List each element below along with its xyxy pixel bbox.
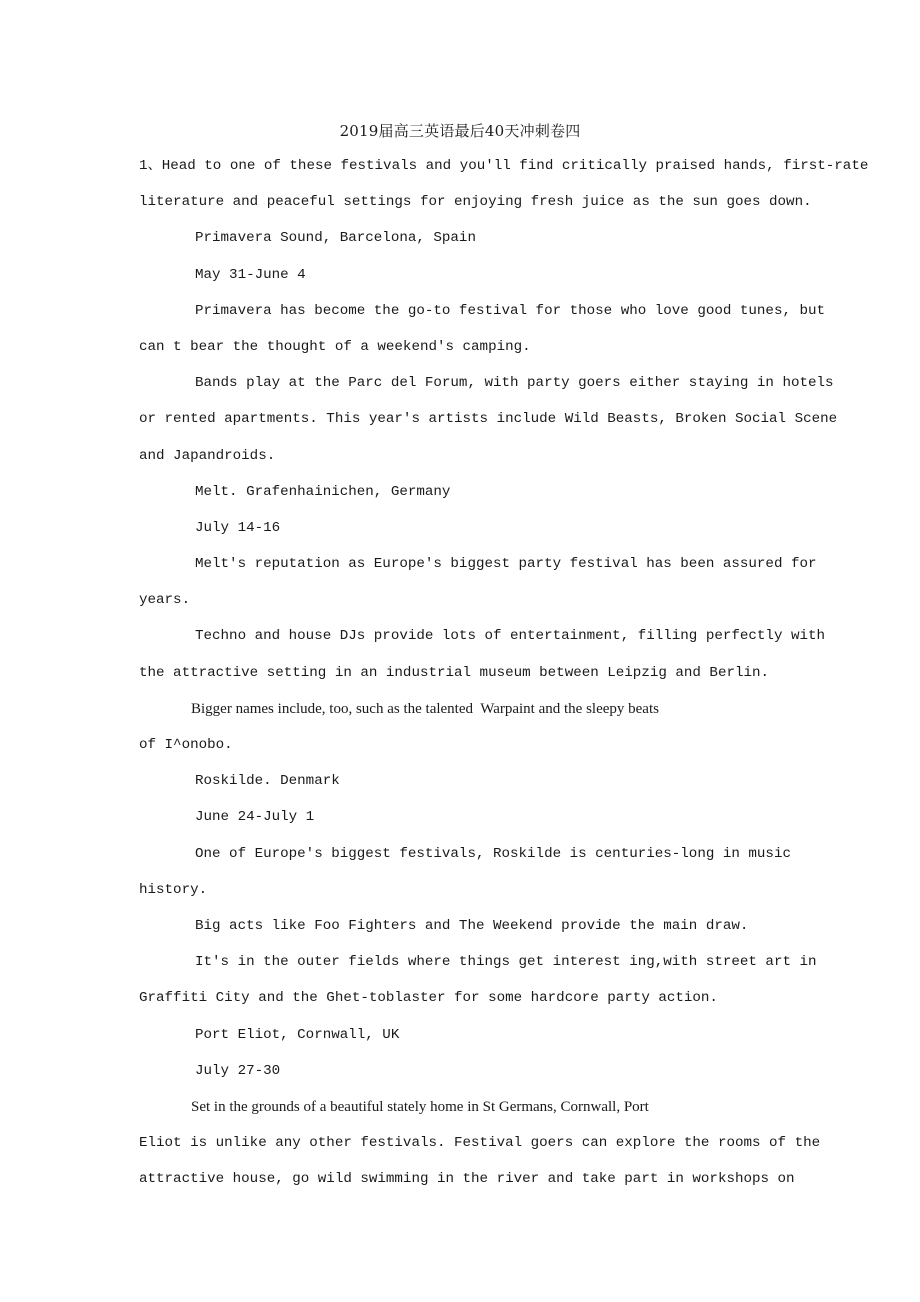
text-line: literature and peaceful settings for enjoying fresh juice as the sun goes down. bbox=[139, 194, 812, 211]
festival-dates: May 31-June 4 bbox=[195, 266, 306, 283]
festival-dates: June 24-July 1 bbox=[195, 809, 315, 826]
text-line: or rented apartments. This year's artists include Wild Beasts, Broken Social Scene bbox=[139, 411, 838, 428]
text-line: and Japandroids. bbox=[139, 447, 276, 464]
text-line: attractive house, go wild swimming in the river and take part in workshops on bbox=[139, 1171, 795, 1188]
festival-name: Port Eliot, Cornwall, UK bbox=[195, 1026, 400, 1043]
text-line: years. bbox=[139, 592, 191, 609]
text-line: of I^onobo. bbox=[139, 737, 233, 753]
document-body bbox=[139, 154, 869, 1203]
text-line: the attractive setting in an industrial museum between Leipzig and Berlin. bbox=[139, 664, 770, 681]
document-title: 2019届高三英语最后40天冲刺卷四 bbox=[339, 122, 581, 140]
text-line: Melt's reputation as Europe's biggest party festival has been assured for bbox=[195, 556, 817, 573]
text-line: can t bear the thought of a weekend's camping. bbox=[139, 338, 531, 355]
text-line: 1、Head to one of these festivals and you'll find critically praised hands, first-rate bbox=[139, 158, 869, 174]
festival-dates: July 14-16 bbox=[195, 519, 281, 536]
festival-name: Primavera Sound, Barcelona, Spain bbox=[195, 230, 476, 247]
festival-name: Roskilde. Denmark bbox=[195, 773, 340, 790]
festival-dates: July 27-30 bbox=[195, 1062, 281, 1079]
text-line: Eliot is unlike any other festivals. Festival goers can explore the rooms of the bbox=[139, 1135, 821, 1152]
text-line: history. bbox=[139, 881, 208, 898]
text-line: Graffiti City and the Ghet-toblaster for some hardcore party action. bbox=[139, 990, 718, 1007]
text-line: Techno and house DJs provide lots of entertainment, filling perfectly with bbox=[195, 628, 826, 645]
text-line: One of Europe's biggest festivals, Roskilde is centuries-long in music bbox=[195, 845, 791, 862]
text-line: It's in the outer fields where things get interest ing,with street art in bbox=[195, 954, 817, 971]
festival-name: Melt. Grafenhainichen, Germany bbox=[195, 483, 451, 500]
text-line: Big acts like Foo Fighters and The Weekend provide the main draw. bbox=[195, 917, 749, 934]
text-line: Primavera has become the go-to festival for those who love good tunes, but bbox=[195, 302, 826, 319]
text-line: Set in the grounds of a beautiful stately home in St Germans, Cornwall, Port bbox=[191, 1098, 649, 1115]
text-line: Bands play at the Parc del Forum, with party goers either staying in hotels bbox=[195, 375, 834, 392]
text-line: Bigger names include, too, such as the talented Warpaint and the sleepy beats bbox=[191, 700, 659, 717]
